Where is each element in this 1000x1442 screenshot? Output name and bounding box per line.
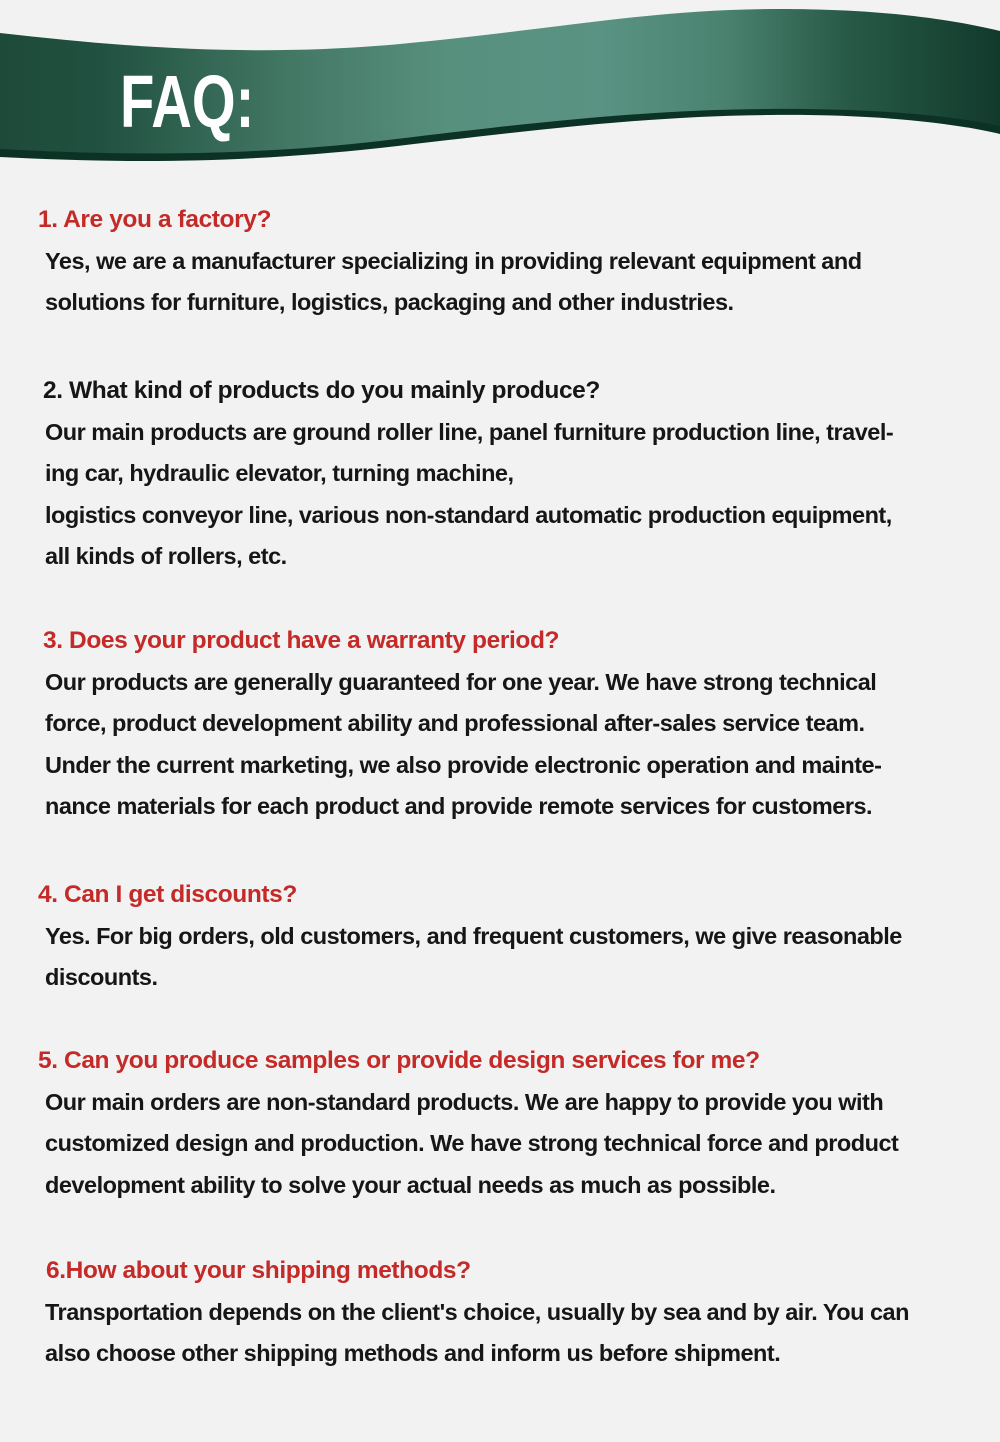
faq-section-4	[38, 874, 968, 999]
answer-line: solutions for furniture, logistics, packaging and other industries.	[45, 289, 734, 315]
answer-line: all kinds of rollers, etc.	[45, 543, 287, 569]
answer-line: Transportation depends on the client's choice, usually by sea and by air. You can	[45, 1298, 909, 1325]
answer-line: force, product development ability and professional after-sales service team.	[45, 710, 865, 736]
question-heading: 1. Are you a factory?	[38, 206, 272, 233]
answer-line: Yes. For big orders, old customers, and frequent customers, we give reasonable	[45, 922, 902, 949]
question-heading: 6.How about your shipping methods?	[46, 1257, 471, 1284]
answer-line: nance materials for each product and provide remote services for customers.	[45, 793, 873, 819]
question-heading: 3. Does your product have a warranty period?	[43, 627, 560, 654]
answer-line: Under the current marketing, we also provide electronic operation and mainte-	[45, 751, 882, 778]
faq-section-3	[38, 620, 968, 828]
answer-line: Our main products are ground roller line, panel furniture production line, travel-	[45, 418, 894, 445]
answer-line: Our main orders are non-standard products. We are happy to provide you with	[45, 1088, 884, 1115]
question-heading: 2. What kind of products do you mainly produce?	[43, 377, 600, 404]
answer-line: also choose other shipping methods and inform us before shipment.	[45, 1340, 781, 1366]
answer-line: development ability to solve your actual needs as much as possible.	[45, 1171, 776, 1198]
question-heading: 4. Can I get discounts?	[38, 881, 297, 908]
faq-section-2	[38, 370, 968, 578]
answer-line: discounts.	[45, 964, 158, 990]
faq-section-5	[38, 1040, 968, 1206]
ribbon-banner	[0, 0, 1000, 175]
question-heading: 5. Can you produce samples or provide design services for me?	[38, 1047, 760, 1074]
answer-line: ing car, hydraulic elevator, turning machine,	[45, 460, 514, 486]
answer-line: Yes, we are a manufacturer specializing in providing relevant equipment and	[45, 247, 862, 274]
answer-line: customized design and production. We have strong technical force and product	[45, 1130, 899, 1156]
faq-section-1	[38, 199, 968, 324]
faq-title: FAQ:	[120, 60, 255, 143]
answer-line: Our products are generally guaranteed for one year. We have strong technical	[45, 668, 877, 695]
faq-section-6	[38, 1250, 968, 1375]
answer-line: logistics conveyor line, various non-standard automatic production equipment,	[45, 501, 892, 528]
